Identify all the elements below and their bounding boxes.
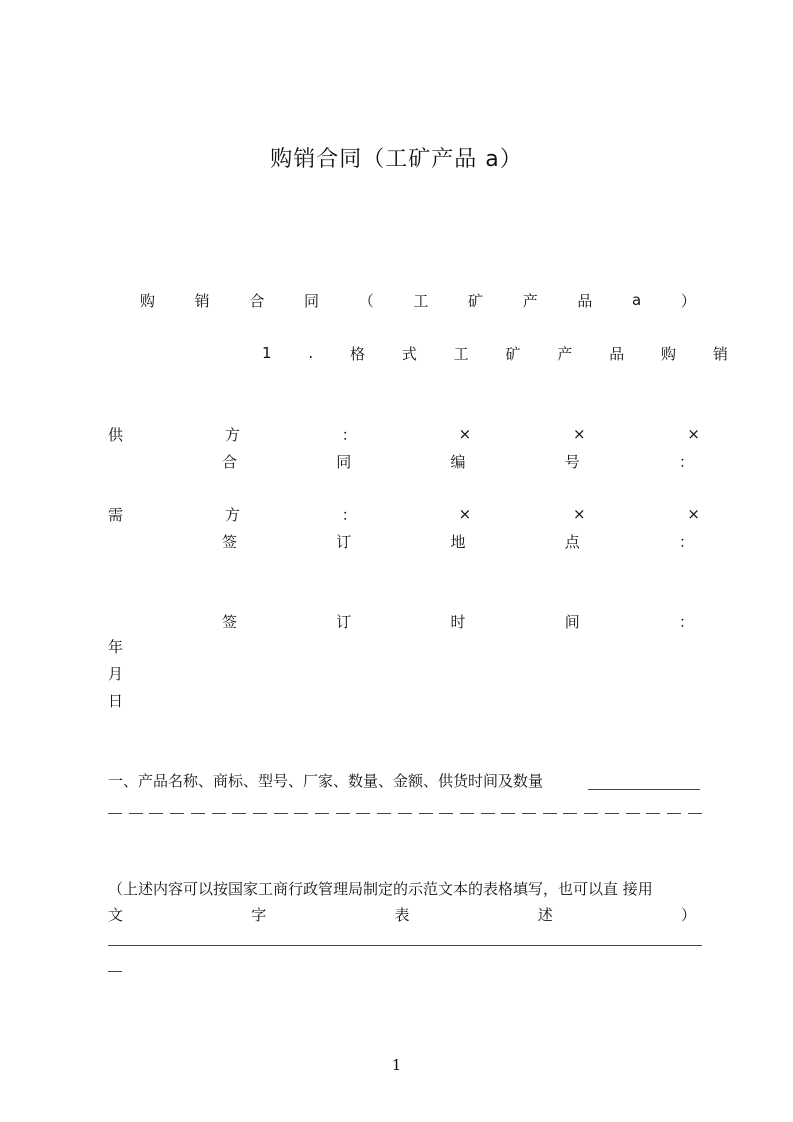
dash-segment xyxy=(274,813,288,814)
format-char: 式 xyxy=(401,344,417,363)
format-char: 1 xyxy=(262,344,272,362)
note-char: 文 xyxy=(108,905,124,924)
dash-segment xyxy=(149,813,163,814)
contract-number-char: 号 xyxy=(564,452,580,471)
signing-place-char: ： xyxy=(678,532,694,551)
supplier-char: × xyxy=(573,425,586,443)
buyer-row xyxy=(108,503,700,525)
heading-char: 工 xyxy=(413,291,429,310)
heading-char: 品 xyxy=(577,291,593,310)
buyer-char: 需 xyxy=(108,505,124,524)
format-char: 品 xyxy=(609,344,625,363)
contract-number-char: 同 xyxy=(336,452,352,471)
clause-one-text: 一、产品名称、商标、型号、厂家、数量、金额、供货时间及数量 xyxy=(108,772,544,790)
signing-time-char: 签 xyxy=(222,612,238,631)
buyer-char: × xyxy=(458,505,472,523)
dash-segment xyxy=(667,813,681,814)
date-year: 年 xyxy=(108,638,124,656)
heading-char: a xyxy=(632,291,642,309)
buyer-char: × xyxy=(687,505,700,523)
supplier-char: × xyxy=(458,425,472,443)
contract-number-row xyxy=(222,450,694,472)
heading-char: 购 xyxy=(140,291,156,310)
heading-char: 销 xyxy=(194,291,210,310)
dash-segment xyxy=(253,813,267,814)
dash-segment xyxy=(563,813,577,814)
format-line xyxy=(262,342,728,364)
format-char: 工 xyxy=(453,344,469,363)
buyer-char: × xyxy=(573,505,586,523)
format-char: 格 xyxy=(349,344,365,363)
buyer-char: 方 xyxy=(224,505,240,524)
contract-heading xyxy=(140,289,696,311)
dash-segment xyxy=(336,813,350,814)
dash-segment xyxy=(419,813,433,814)
dash-segment xyxy=(356,813,370,814)
dash-segment xyxy=(170,813,184,814)
fill-line xyxy=(108,945,702,946)
supplier-char: × xyxy=(687,425,700,443)
dash-segment xyxy=(315,813,329,814)
dash-segment xyxy=(398,813,412,814)
format-char: . xyxy=(308,344,314,362)
signing-place-char: 订 xyxy=(336,532,352,551)
dash-segment xyxy=(377,813,391,814)
supplier-char: ： xyxy=(341,425,357,444)
dash-segment xyxy=(460,813,474,814)
fill-line-tail xyxy=(108,971,122,972)
dash-segment xyxy=(522,813,536,814)
contract-number-char: ： xyxy=(678,452,694,471)
heading-char: 同 xyxy=(304,291,320,310)
note-line-2 xyxy=(108,903,696,925)
dash-segment xyxy=(191,813,205,814)
dash-segment xyxy=(688,813,702,814)
dashed-fill-line xyxy=(108,803,702,814)
buyer-char: ： xyxy=(341,505,357,524)
dash-segment xyxy=(108,813,122,814)
signing-place-char: 签 xyxy=(222,532,238,551)
note-char: 表 xyxy=(394,905,410,924)
signing-place-row xyxy=(222,530,694,552)
format-char: 购 xyxy=(661,344,677,363)
dash-segment xyxy=(605,813,619,814)
note-char: 述 xyxy=(537,905,553,924)
clause-one-fill-line xyxy=(588,789,700,790)
contract-number-char: 合 xyxy=(222,452,238,471)
supplier-row xyxy=(108,423,700,445)
date-month: 月 xyxy=(108,665,124,683)
heading-char: 合 xyxy=(249,291,265,310)
dash-segment xyxy=(501,813,515,814)
dash-segment xyxy=(646,813,660,814)
clause-one xyxy=(108,770,543,792)
heading-char: ） xyxy=(680,291,696,310)
dash-segment xyxy=(232,813,246,814)
signing-time-char: 间 xyxy=(564,612,580,631)
signing-time-row xyxy=(222,610,694,632)
dash-segment xyxy=(543,813,557,814)
format-char: 产 xyxy=(557,344,573,363)
dash-segment xyxy=(584,813,598,814)
dash-segment xyxy=(626,813,640,814)
page-title: 购销合同（工矿产品 a） xyxy=(270,147,523,172)
dash-segment xyxy=(129,813,143,814)
signing-place-char: 地 xyxy=(450,532,466,551)
page-number: 1 xyxy=(391,1056,402,1074)
signing-time-char: ： xyxy=(678,612,694,631)
format-char: 销 xyxy=(712,344,728,363)
supplier-char: 供 xyxy=(108,425,124,444)
dash-segment xyxy=(212,813,226,814)
note-char: 字 xyxy=(251,905,267,924)
format-char: 矿 xyxy=(505,344,521,363)
dash-segment xyxy=(439,813,453,814)
note-char: ） xyxy=(680,905,696,924)
date-day: 日 xyxy=(108,692,124,710)
heading-char: 矿 xyxy=(468,291,484,310)
dash-segment xyxy=(481,813,495,814)
note-line-1: （上述内容可以按国家工商行政管理局制定的示范文本的表格填写，也可以直 接用 xyxy=(108,880,653,898)
contract-number-char: 编 xyxy=(450,452,466,471)
signing-time-char: 时 xyxy=(450,612,466,631)
signing-place-char: 点 xyxy=(564,532,580,551)
supplier-char: 方 xyxy=(224,425,240,444)
signing-time-char: 订 xyxy=(336,612,352,631)
heading-char: （ xyxy=(358,291,374,310)
dash-segment xyxy=(294,813,308,814)
heading-char: 产 xyxy=(522,291,538,310)
